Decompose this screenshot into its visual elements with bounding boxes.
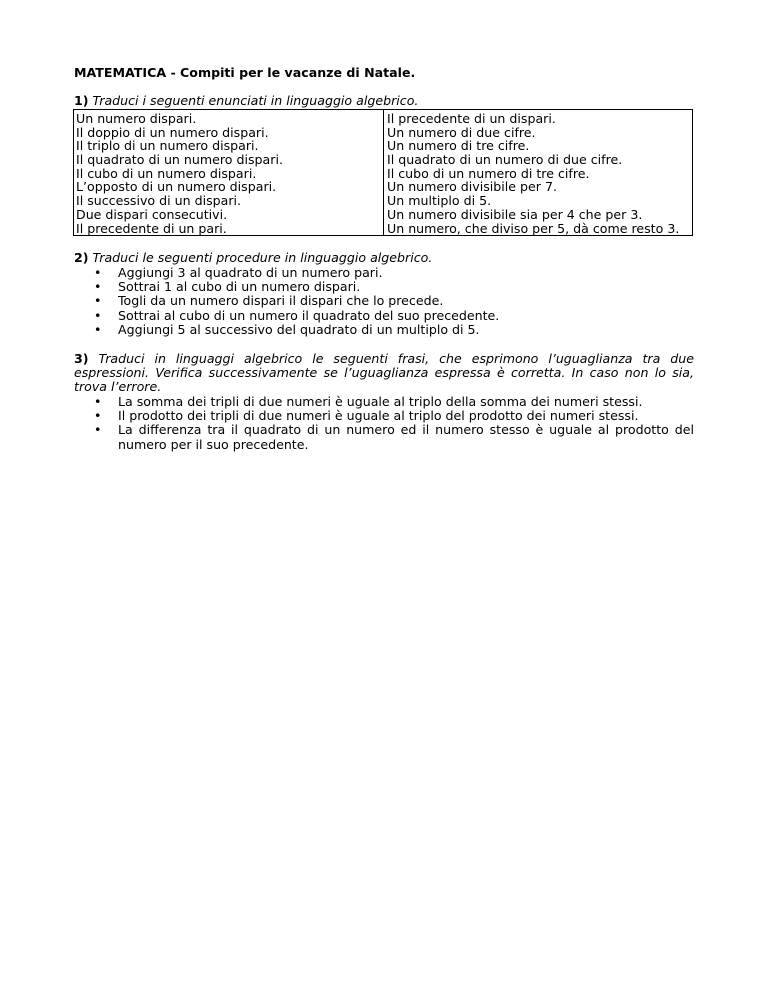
section-1-heading — [74, 94, 418, 108]
bullet-icon: • — [94, 279, 102, 295]
list-item-text: La somma dei tripli di due numeri è uguale al triplo della somma dei numeri stessi. — [118, 394, 643, 409]
list-item — [90, 266, 694, 280]
bullet-icon: • — [94, 307, 102, 323]
table-column-left — [74, 110, 384, 235]
section-3-list — [90, 395, 694, 452]
list-item — [90, 323, 694, 337]
list-item-text: Aggiungi 5 al successivo del quadrato di un multiplo di 5. — [118, 321, 480, 337]
bullet-icon: • — [94, 394, 102, 409]
section-3-number: 3) — [74, 351, 89, 366]
bullet-icon: • — [94, 408, 102, 424]
section-3-heading — [74, 352, 694, 395]
table-cell: Il quadrato di un numero di due cifre. — [387, 152, 623, 168]
table-cell: Il precedente di un dispari. — [387, 111, 556, 126]
table-cell: Il cubo di un numero dispari. — [76, 165, 257, 181]
table-cell: Un numero dispari. — [76, 111, 197, 126]
table-cell: Il quadrato di un numero dispari. — [76, 152, 283, 168]
section-2-instruction: Traduci le seguenti procedure in linguaggio algebrico. — [92, 250, 433, 265]
bullet-icon: • — [94, 265, 102, 280]
list-item — [90, 423, 694, 451]
table-column-right — [384, 110, 692, 235]
bullet-icon: • — [94, 422, 102, 438]
list-item-text: Aggiungi 3 al quadrato di un numero pari. — [118, 265, 383, 280]
list-item-text: Il prodotto dei tripli di due numeri è uguale al triplo del prodotto dei numeri stessi. — [118, 408, 639, 424]
section-2-heading — [74, 251, 432, 265]
list-item-text: La differenza tra il quadrato di un numero ed il numero stesso è uguale al prodotto del numero per il suo precedente. — [118, 422, 694, 452]
list-item-text: Sottrai 1 al cubo di un numero dispari. — [118, 279, 361, 295]
exercise-table — [73, 109, 693, 236]
section-2-list — [90, 266, 694, 337]
table-cell: Un numero, che diviso per 5, dà come resto 3. — [387, 220, 680, 236]
list-item — [90, 409, 694, 423]
list-item — [90, 309, 694, 323]
table-cell: Il successivo di un dispari. — [76, 193, 242, 209]
section-1-instruction: Traduci i seguenti enunciati in linguaggio algebrico. — [92, 93, 419, 108]
table-cell: Un numero di due cifre. — [387, 124, 536, 140]
table-cell: Il triplo di un numero dispari. — [76, 138, 259, 154]
section-3-instruction: Traduci in linguaggi algebrico le seguenti frasi, che esprimono l’uguaglianza tra due espressioni. Verifica successivamente se l’uguaglianza espressa è corretta. In caso non lo sia, trova l’errore. — [74, 351, 694, 395]
table-cell: Due dispari consecutivi. — [76, 206, 228, 222]
table-cell: Un numero di tre cifre. — [387, 138, 530, 154]
table-cell: Un numero divisibile sia per 4 che per 3. — [387, 206, 643, 222]
page-title: MATEMATICA - Compiti per le vacanze di Natale. — [74, 65, 416, 80]
section-2-number: 2) — [74, 250, 89, 265]
list-item-text: Sottrai al cubo di un numero il quadrato del suo precedente. — [118, 307, 500, 323]
table-cell: Il precedente di un pari. — [76, 220, 227, 236]
table-cell: Il cubo di un numero di tre cifre. — [387, 165, 590, 181]
section-1-number: 1) — [74, 93, 89, 108]
list-item-text: Togli da un numero dispari il dispari che lo precede. — [118, 293, 444, 309]
list-item — [90, 395, 694, 409]
bullet-icon: • — [94, 293, 102, 309]
table-cell: Un multiplo di 5. — [387, 193, 492, 209]
bullet-icon: • — [94, 321, 102, 337]
list-item — [90, 280, 694, 294]
table-cell: L’opposto di un numero dispari. — [76, 179, 277, 195]
list-item — [90, 294, 694, 308]
table-cell: Un numero divisibile per 7. — [387, 179, 557, 195]
table-cell: Il doppio di un numero dispari. — [76, 124, 269, 140]
